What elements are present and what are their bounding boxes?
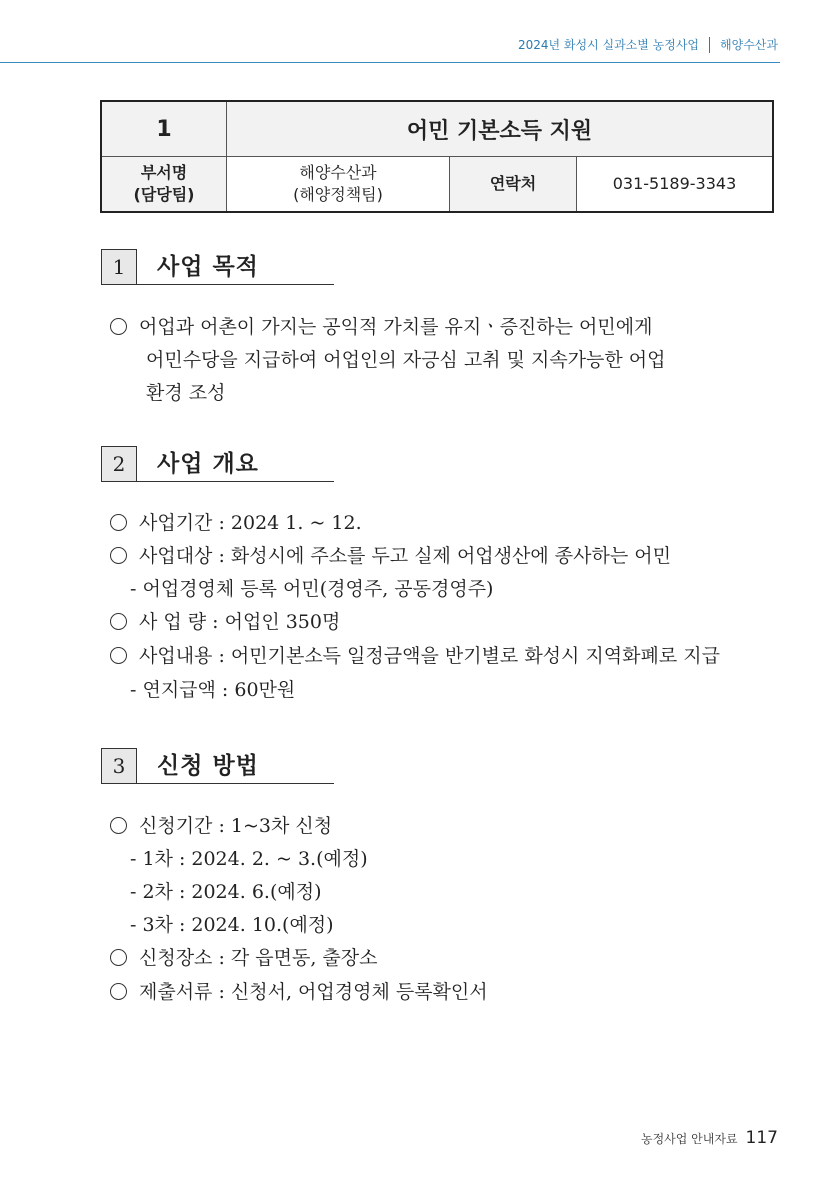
team-label: (담당팀) [133, 185, 195, 204]
section-number: 2 [101, 446, 137, 482]
circle-bullet-icon [110, 817, 127, 834]
header-divider [709, 37, 710, 53]
section-heading-purpose [101, 249, 334, 285]
circle-bullet-icon [110, 613, 127, 630]
circle-bullet-icon [110, 949, 127, 966]
list-item: 사업내용 : 어민기본소득 일정금액을 반기별로 화성시 지역화폐로 지급 [110, 641, 720, 668]
section-number: 1 [101, 249, 137, 285]
page-number: 117 [745, 1128, 778, 1148]
project-number: 1 [101, 101, 227, 157]
list-item: 사업대상 : 화성시에 주소를 두고 실제 어업생산에 종사하는 어민 [110, 541, 671, 568]
footer-label: 농정사업 안내자료 [640, 1132, 738, 1146]
header-rule [0, 62, 780, 63]
dept-value-cell [227, 157, 450, 213]
list-item-continuation: 어민수당을 지급하여 어업인의 자긍심 고취 및 지속가능한 어업 [146, 349, 666, 371]
circle-bullet-icon [110, 647, 127, 664]
header-department: 해양수산과 [720, 38, 778, 52]
dept-value: 해양수산과 [299, 163, 377, 182]
section-heading-overview [101, 446, 334, 482]
sub-item: - 어업경영체 등록 어민(경영주, 공동경영주) [130, 578, 494, 600]
circle-bullet-icon [110, 547, 127, 564]
sub-item: - 2차 : 2024. 6.(예정) [130, 881, 322, 903]
list-item: 신청장소 : 각 읍면동, 출장소 [110, 943, 378, 970]
circle-bullet-icon [110, 318, 127, 335]
header-title: 2024년 화성시 실과소별 농정사업 [517, 38, 700, 52]
list-item: 어업과 어촌이 가지는 공익적 가치를 유지ㆍ증진하는 어민에게 [110, 312, 652, 339]
list-item: 제출서류 : 신청서, 어업경영체 등록확인서 [110, 977, 488, 1004]
sub-item: - 1차 : 2024. 2. ~ 3.(예정) [130, 848, 368, 870]
section-title: 신청 방법 [137, 748, 334, 784]
contact-label: 연락처 [450, 157, 577, 213]
section-title: 사업 목적 [137, 249, 334, 285]
project-title: 어민 기본소득 지원 [227, 101, 774, 157]
list-item: 신청기간 : 1~3차 신청 [110, 811, 332, 838]
list-item: 사업기간 : 2024 1. ~ 12. [110, 508, 362, 535]
circle-bullet-icon [110, 514, 127, 531]
contact-value: 031-5189-3343 [577, 157, 774, 213]
sub-item: - 3차 : 2024. 10.(예정) [130, 914, 334, 936]
sub-item: - 연지급액 : 60만원 [130, 679, 296, 701]
list-item-continuation: 환경 조성 [146, 382, 226, 404]
project-info-table [100, 100, 774, 213]
dept-label: 부서명 [140, 163, 188, 182]
list-item: 사 업 량 : 어업인 350명 [110, 607, 340, 634]
team-value: (해양정책팀) [293, 185, 383, 204]
dept-label-cell [101, 157, 227, 213]
section-number: 3 [101, 748, 137, 784]
section-title: 사업 개요 [137, 446, 334, 482]
circle-bullet-icon [110, 983, 127, 1000]
running-header [518, 36, 778, 53]
page-footer [641, 1128, 778, 1148]
section-heading-application [101, 748, 334, 784]
